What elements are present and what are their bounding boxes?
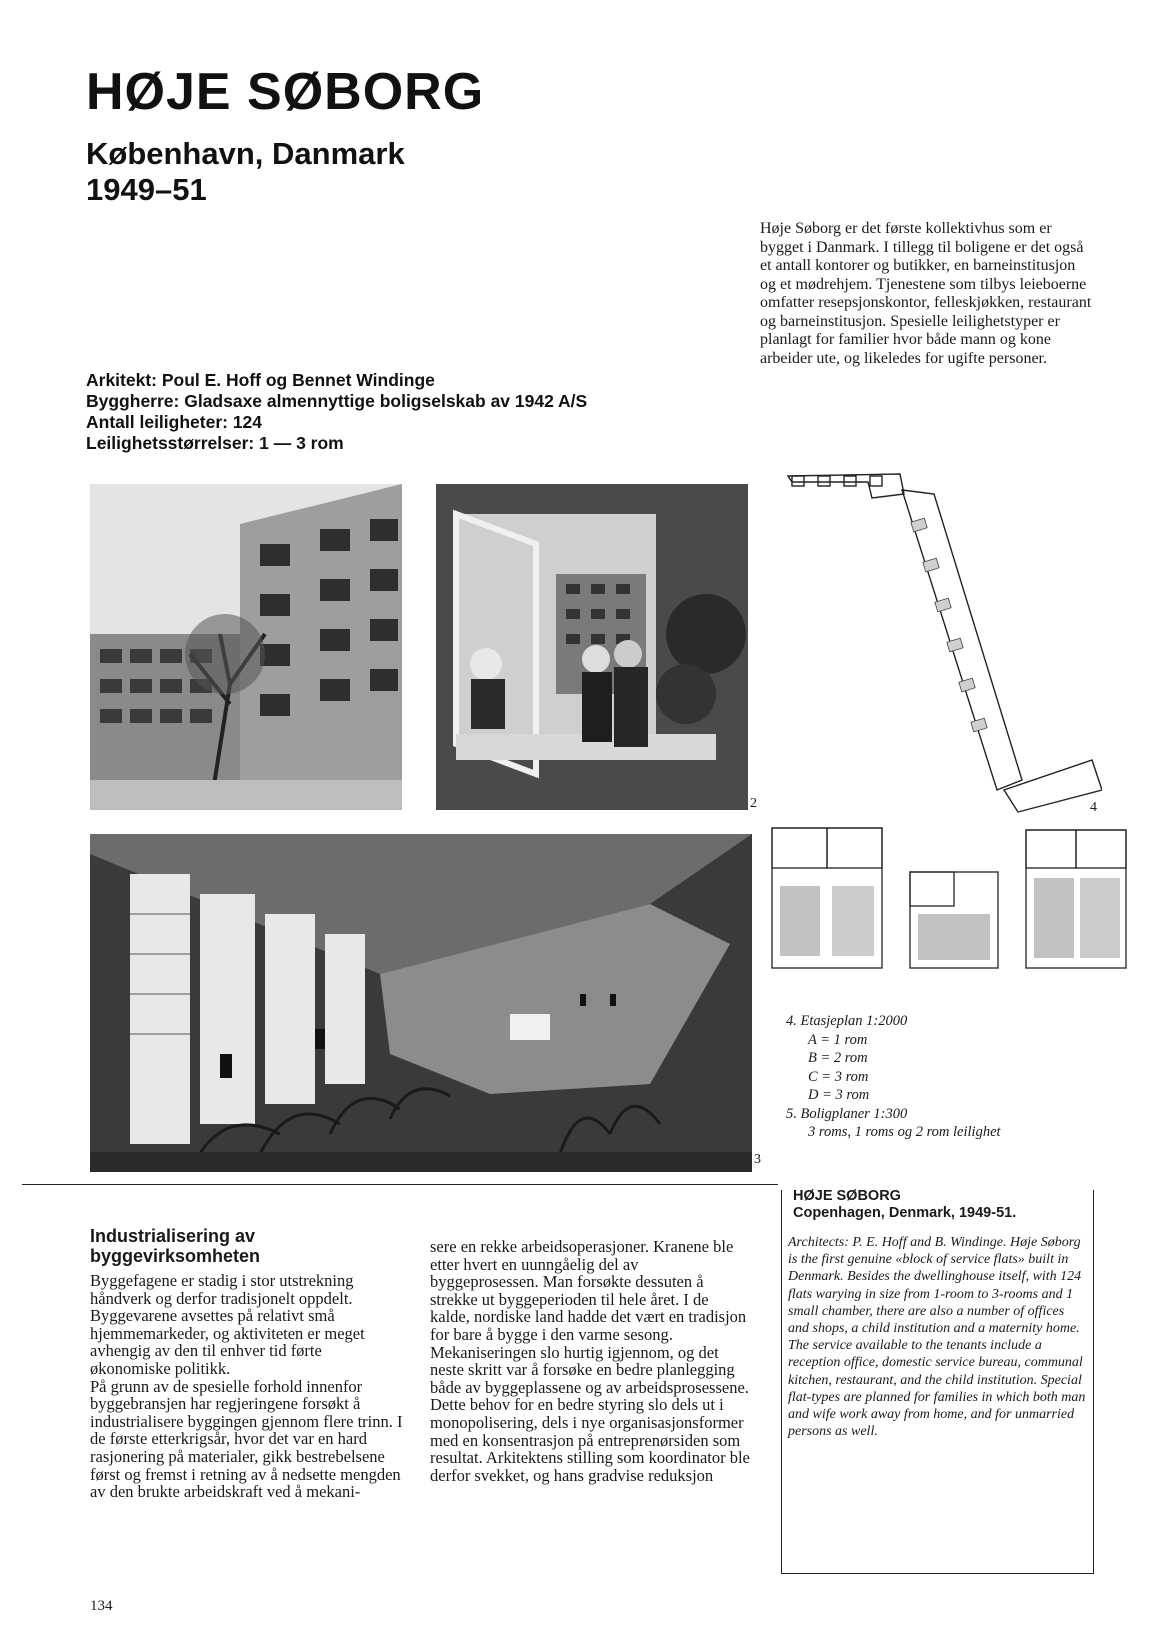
caption-type-b: B = 2 rom [808, 1050, 868, 1066]
section-divider [22, 1184, 778, 1185]
project-facts [86, 370, 587, 454]
site-plan [772, 460, 1102, 820]
figure-number-3: 3 [754, 1152, 761, 1167]
article-heading-line1: Industrialisering av [90, 1226, 256, 1246]
article-paragraph: Byggefagene er stadig i stor utstrekning håndverk og derfor tradisjonelt oppdelt. Byggevarene avsettes på relativt små hjemmemarkeder, og aktiviteten er meget avhengig av den til enhver tid førte økonomiske politikk. [90, 1271, 365, 1378]
dining-room-photo-art [90, 834, 752, 1172]
figure-number-2: 2 [750, 796, 757, 811]
years: 1949–51 [86, 172, 207, 207]
page-number: 134 [90, 1598, 113, 1614]
title-block [86, 136, 405, 208]
caption-type-a: A = 1 rom [808, 1031, 868, 1048]
photo-exterior [90, 484, 402, 810]
article-paragraph: På grunn av de spesielle forhold innenfor byggebransjen har regjeringene forsøkt å industrialisere byggingen gjennom flere trinn. I de første etterkrigsår, hvor det var en hard rasjonering på materialer, gikk bestrebelsene først og fremst i retning av å nedsette mengden av den brukte arbeidskraft ved å mekani- [90, 1376, 403, 1502]
exterior-photo-art [90, 484, 402, 810]
article-column-1 [90, 1272, 406, 1501]
english-summary-text: Architects: P. E. Hoff and B. Windinge. Høje Søborg is the first genuine «block of service flats» built in Denmark. Besides the dwellinghouse itself, with 124 flats warying in size from 1-room to 3-rooms and 1 small chamber, there are also a number of offices and shops, a child institution and a maternity home. The service available to the tenants include a reception office, domestic service bureau, communal kitchen, restaurant, and the child institution. Special flat-types are planned for families in which both man and wife work away from home, and for unmarried persons as well. [788, 1235, 1086, 1440]
photo-dining-room [90, 834, 752, 1172]
article-column-2 [430, 1238, 750, 1484]
fact-client: Byggherre: Gladsaxe almennyttige boligselskab av 1942 A/S [86, 391, 588, 411]
english-subtitle: Copenhagen, Denmark, 1949-51. [793, 1205, 1017, 1221]
english-summary-heading [793, 1188, 1016, 1222]
apartment-plans [770, 826, 1130, 976]
fact-architect: Arkitekt: Poul E. Hoff og Bennet Windinge [86, 370, 435, 390]
figure-number-4: 4 [1090, 800, 1097, 815]
caption-type-c: C = 3 rom [808, 1068, 869, 1085]
fact-sizes: Leilighetsstørrelser: 1 — 3 rom [86, 433, 344, 453]
intro-text: Høje Søborg er det første kollektivhus som er bygget i Danmark. I tillegg til boligene er det også et antall kontorer og butikker, en barneinstitusjon og et mødrehjem. Tjenestene som tilbys leieboerne omfatter resepsjonskontor, felleskjøkken, restaurant og barneinstitusjon. Spesielle leilighetstyper er planlagt for familier hvor både mann og kone arbeider ute, og likeledes for ugifte personer. [760, 220, 1092, 367]
article-paragraph: sere en rekke arbeidsoperasjoner. Kranene ble etter hvert en uunngåelig del av byggeprosessen. Man forsøkte dessuten å strekke ut byggeperioden til hele året. I de kalde, nordiske land hadde det vært en tradisjon for bare å bygge i den varme sesong. Mekaniseringen slo hurtig igjennom, og det neste skritt var å forsøke en bedre planlegging både av byggeplassene og av arbeidsprosessene. Dette behov for en bedre styring slo dels ut i monopolisering, dels i nye organisasjonsformer med en konsentrasjon på entreprenørsiden som resultat. Arkitektens stilling som koordinator ble derfor svekket, og hans gradvise reduksjon [430, 1237, 750, 1485]
article-heading-line2: byggevirksomheten [90, 1246, 261, 1266]
photo-glass-room [436, 484, 748, 810]
caption-unit-types: 3 roms, 1 roms og 2 rom leilighet [808, 1124, 1001, 1140]
caption-type-d: D = 3 rom [808, 1087, 870, 1103]
figure-captions [786, 1012, 1096, 1142]
page-title: HØJE SØBORG [86, 63, 485, 121]
location: København, Danmark [86, 136, 405, 171]
glass-room-photo-art [436, 484, 748, 810]
fact-units: Antall leiligheter: 124 [86, 412, 263, 432]
article-heading [90, 1226, 260, 1266]
english-title: HØJE SØBORG [793, 1188, 901, 1204]
caption-unit-plans: 5. Boligplaner 1:300 [786, 1105, 908, 1122]
caption-floor-plan: 4. Etasjeplan 1:2000 [786, 1013, 908, 1029]
